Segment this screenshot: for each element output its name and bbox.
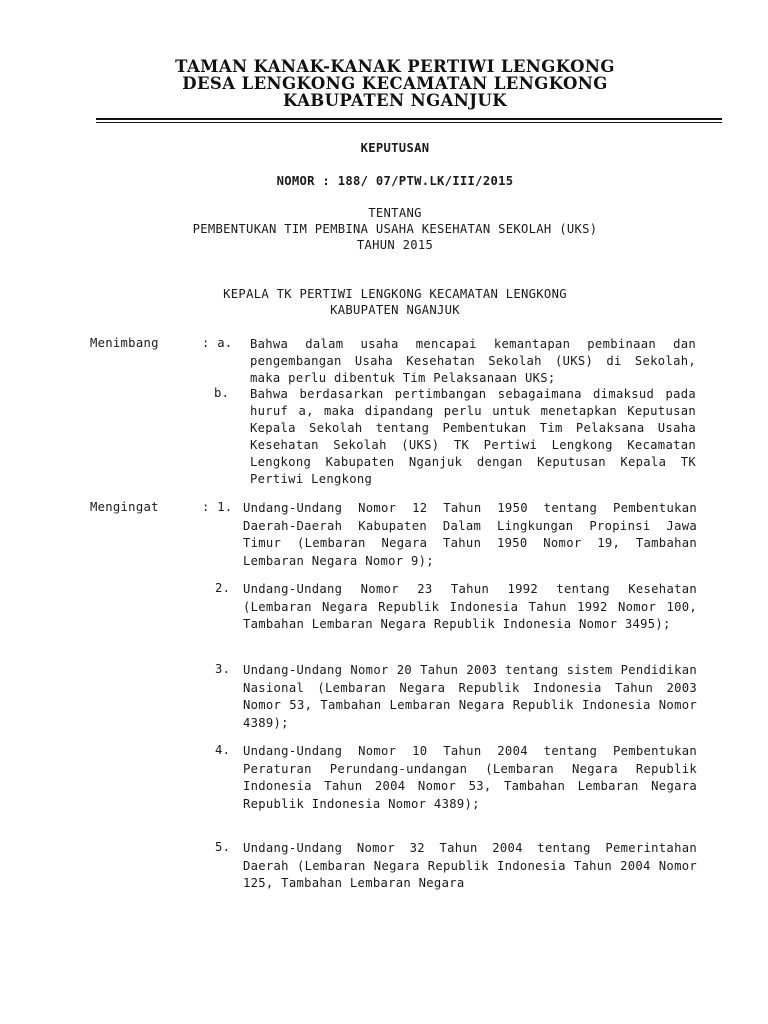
mengingat-label: Mengingat bbox=[90, 500, 159, 514]
mengingat-marker-4: 4. bbox=[215, 743, 231, 757]
letterhead-line-3: KABUPATEN NGANJUK bbox=[283, 91, 507, 110]
mengingat-marker-1: : 1. bbox=[202, 500, 233, 514]
authority-line-2: KABUPATEN NGANJUK bbox=[330, 303, 460, 317]
decree-number: NOMOR : 188/ 07/PTW.LK/III/2015 bbox=[276, 174, 514, 188]
decree-subject: PEMBENTUKAN TIM PEMBINA USAHA KESEHATAN SEKOLAH (UKS) bbox=[192, 222, 598, 236]
menimbang-item-a: Bahwa dalam usaha mencapai kemantapan pembinaan dan pengembangan Usaha Kesehatan Sekolah (UKS) di Sekolah, maka perlu dibentuk Tim Pelaksanaan UKS; bbox=[250, 337, 696, 385]
mengingat-item-5: Undang-Undang Nomor 32 Tahun 2004 tentang Pemerintahan Daerah (Lembaran Negara Republik Indonesia Tahun 2004 Nomor 125, Tambahan Lembaran Negara bbox=[243, 841, 697, 890]
authority-line-1: KEPALA TK PERTIWI LENGKONG KECAMATAN LENGKONG bbox=[223, 287, 567, 301]
letterhead-rule-thin bbox=[96, 122, 722, 123]
menimbang-label: Menimbang bbox=[90, 336, 159, 350]
decree-year: TAHUN 2015 bbox=[356, 238, 434, 252]
mengingat-item-4: Undang-Undang Nomor 10 Tahun 2004 tentang Pembentukan Peraturan Perundang-undangan (Lembaran Negara Republik Indonesia Tahun 2004 Nomor 53, Tambahan Lembaran Negara Republik Indonesia Nomor 4389); bbox=[243, 744, 697, 811]
letterhead-line-2: DESA LENGKONG KECAMATAN LENGKONG bbox=[182, 74, 608, 93]
mengingat-marker-5: 5. bbox=[215, 840, 231, 854]
letterhead-rule-thick bbox=[96, 118, 722, 120]
menimbang-marker-b: b. bbox=[214, 386, 230, 400]
mengingat-marker-3: 3. bbox=[215, 662, 231, 676]
menimbang-item-b: Bahwa berdasarkan pertimbangan sebagaimana dimaksud pada huruf a, maka dipandang perlu untuk menetapkan Keputusan Kepala Sekolah tentang Pembentukan Tim Pelaksana Usaha Kesehatan Sekolah (UKS) TK Pertiwi Lengkong Kecamatan Lengkong Kabupaten Nganjuk dengan Keputusan Kepala TK Pertiwi Lengkong bbox=[250, 387, 696, 486]
mengingat-marker-2: 2. bbox=[215, 581, 231, 595]
mengingat-item-2: Undang-Undang Nomor 23 Tahun 1992 tentang Kesehatan (Lembaran Negara Republik Indonesia Tahun 1992 Nomor 100, Tambahan Lembaran Negara Republik Indonesia Nomor 3495); bbox=[243, 582, 697, 631]
menimbang-marker-a: : a. bbox=[202, 336, 233, 350]
mengingat-item-3: Undang-Undang Nomor 20 Tahun 2003 tentang sistem Pendidikan Nasional (Lembaran Negara Republik Indonesia Tahun 2003 Nomor 53, Tambahan Lembaran Negara Republik Indonesia Nomor 4389); bbox=[243, 663, 697, 730]
letterhead-line-1: TAMAN KANAK-KANAK PERTIWI LENGKONG bbox=[175, 57, 615, 76]
decree-title: KEPUTUSAN bbox=[360, 141, 430, 155]
mengingat-item-1: Undang-Undang Nomor 12 Tahun 1950 tentang Pembentukan Daerah-Daerah Kabupaten Dalam Lingkungan Propinsi Jawa Timur (Lembaran Negara Tahun 1950 Nomor 19, Tambahan Lembaran Negara Nomor 9); bbox=[243, 501, 697, 568]
decree-about: TENTANG bbox=[368, 206, 422, 220]
